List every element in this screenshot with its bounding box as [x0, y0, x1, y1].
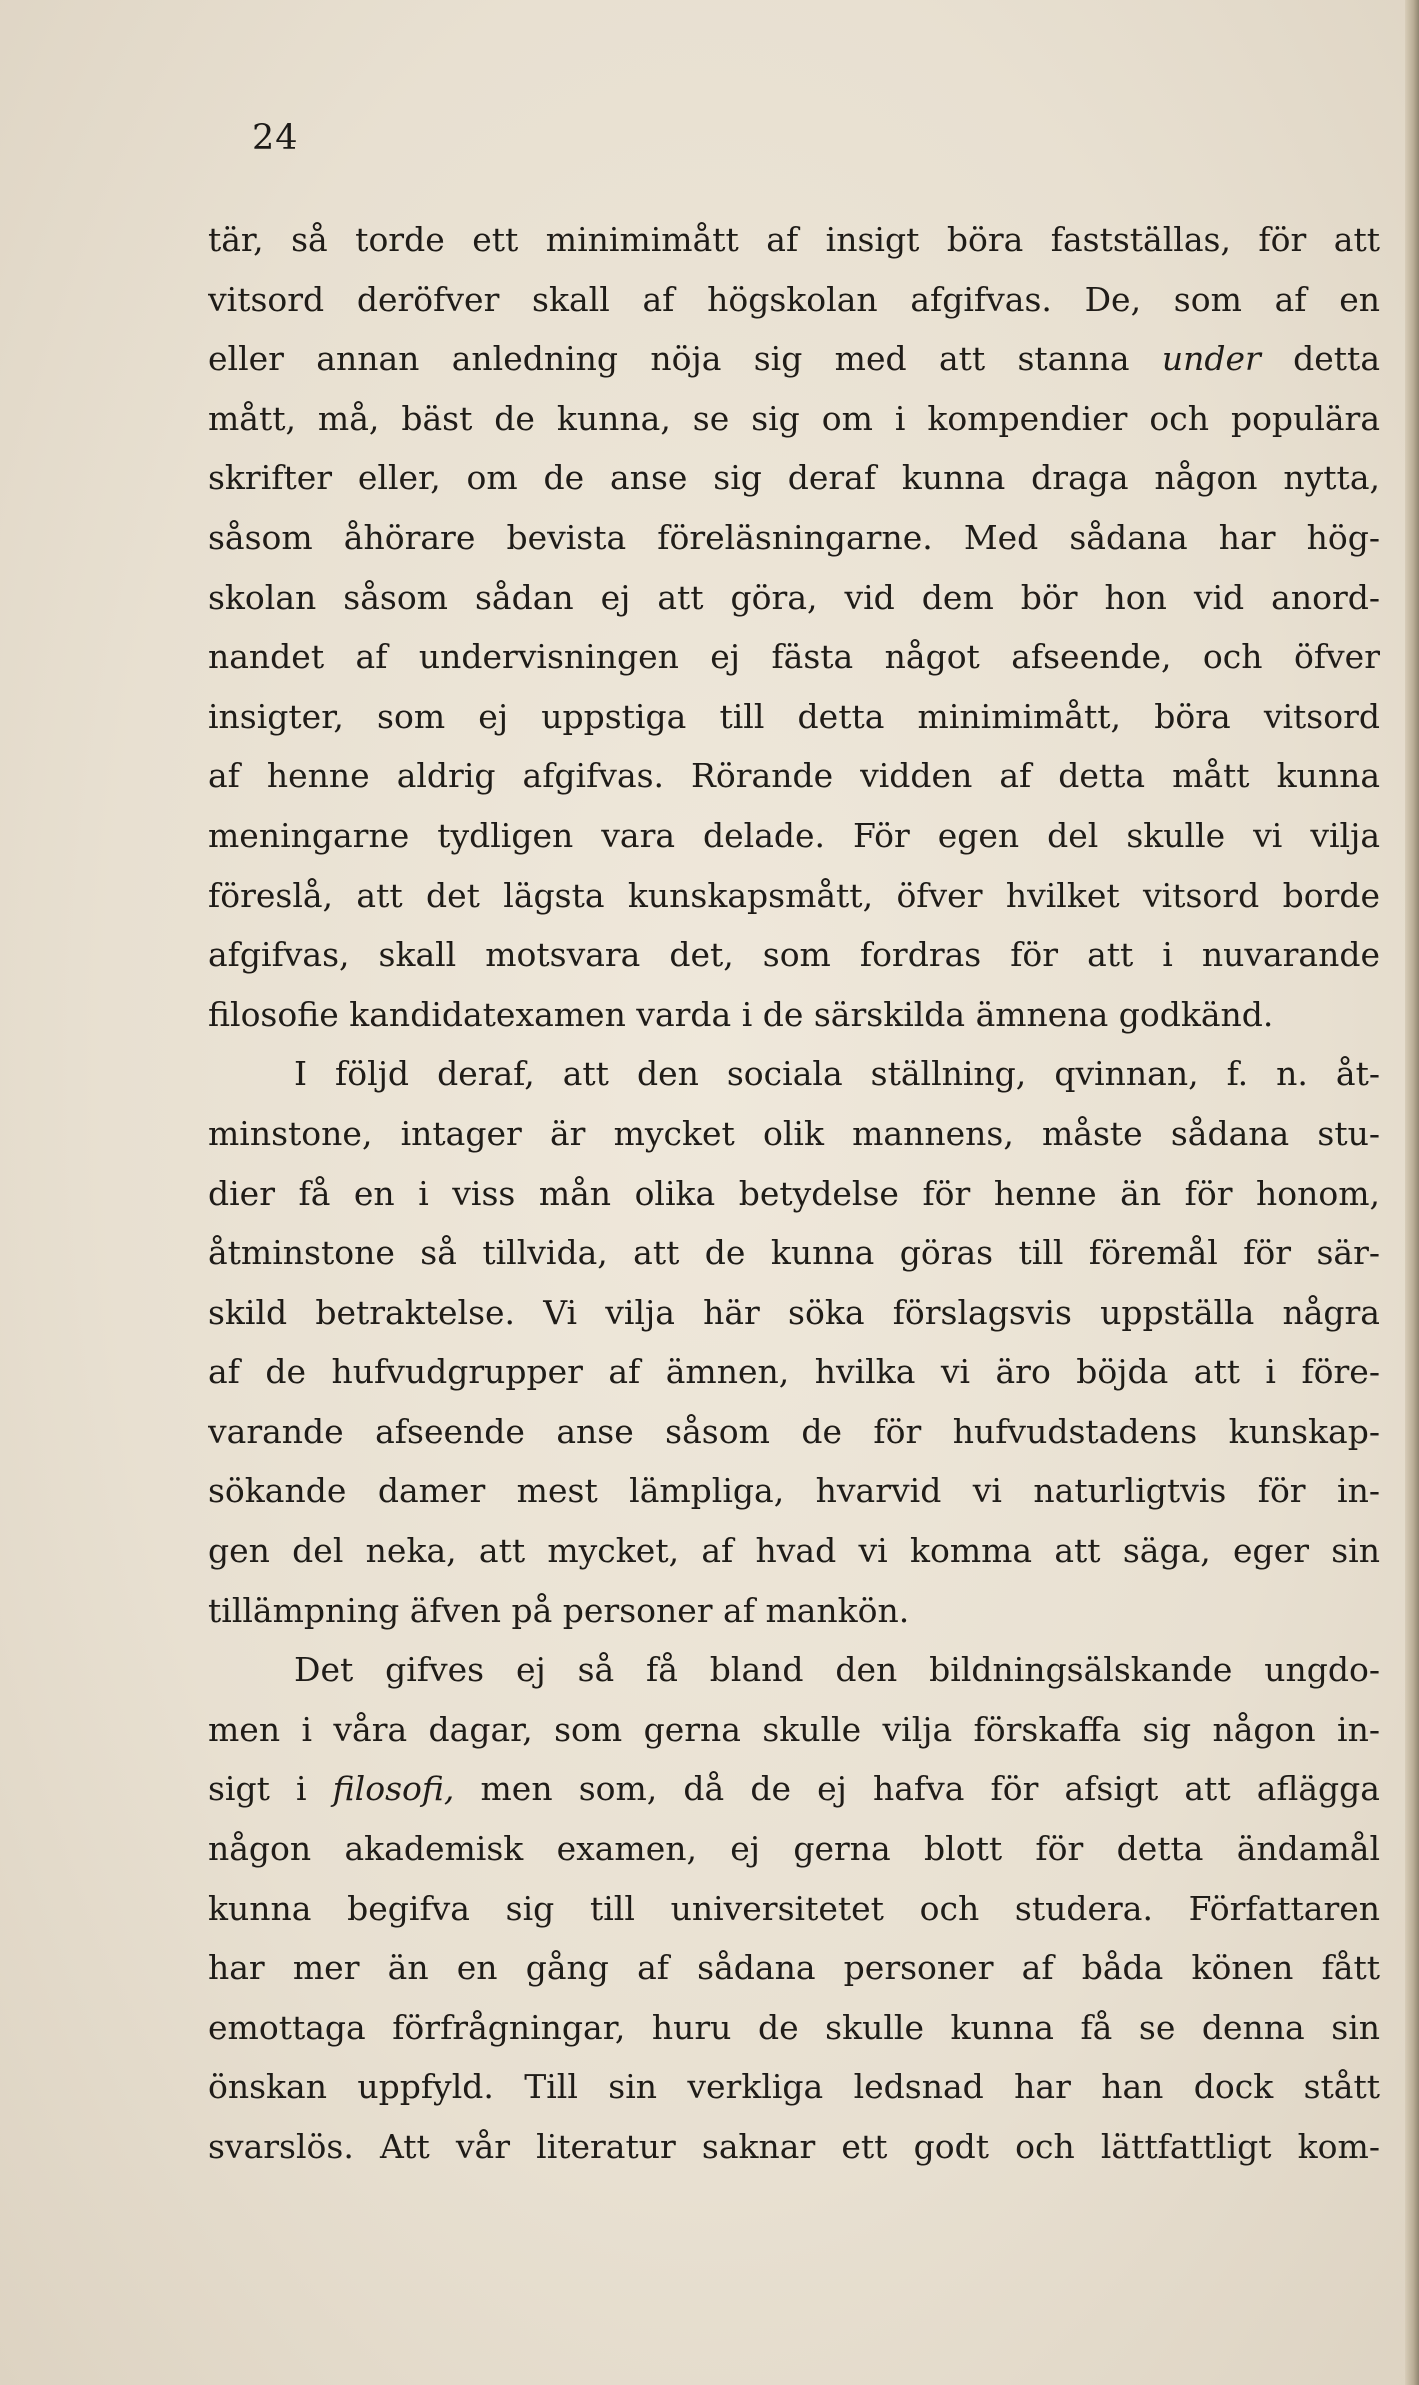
text-line: har mer än en gång af sådana personer af båda könen fått — [208, 1948, 1380, 1988]
text-line: skolan såsom sådan ej att göra, vid dem bör hon vid anord- — [208, 577, 1380, 617]
text-line: gen del neka, att mycket, af hvad vi komma att säga, eger sin — [208, 1531, 1380, 1571]
text-segment: detta — [1260, 339, 1380, 379]
page-edge — [1405, 0, 1419, 2385]
text-line: någon akademisk examen, ej gerna blott för detta ändamål — [208, 1829, 1380, 1869]
text-line: mått, må, bäst de kunna, se sig om i kompendier och populära — [208, 398, 1380, 438]
text-line: tillämpning äfven på personer af mankön. — [208, 1590, 910, 1630]
paragraph-start-line: I följd deraf, att den sociala ställning, qvinnan, f. n. åt- — [294, 1054, 1380, 1094]
text-line: meningarne tydligen vara delade. För egen del skulle vi vilja — [208, 815, 1380, 855]
paragraph-start-line: Det gifves ej så få bland den bildningsälskande ungdo- — [294, 1650, 1380, 1690]
text-line: dier få en i viss mån olika betydelse för henne än för honom, — [208, 1173, 1380, 1213]
text-line: föreslå, att det lägsta kunskapsmått, öfver hvilket vitsord borde — [208, 875, 1380, 915]
page-number: 24 — [252, 118, 299, 158]
text-line: varande afseende anse såsom de för hufvudstadens kunskap- — [208, 1411, 1380, 1451]
text-line: afgifvas, skall motsvara det, som fordras för att i nuvarande — [208, 935, 1380, 975]
body-text — [208, 210, 1380, 2177]
text-line: filosofie kandidatexamen varda i de särskilda ämnena godkänd. — [208, 994, 1274, 1034]
text-line — [208, 329, 1380, 389]
text-line: skrifter eller, om de anse sig deraf kunna draga någon nytta, — [208, 458, 1380, 498]
text-line: skild betraktelse. Vi vilja här söka förslagsvis uppställa några — [208, 1292, 1380, 1332]
text-line: vitsord deröfver skall af högskolan afgifvas. De, som af en — [208, 279, 1380, 319]
text-line: såsom åhörare bevista föreläsningarne. Med sådana har hög- — [208, 517, 1380, 557]
italic-word: filosofi, — [332, 1769, 455, 1809]
text-line — [208, 1759, 1380, 1819]
italic-word: under — [1161, 339, 1261, 379]
text-line: åtminstone så tillvida, att de kunna göras till föremål för sär- — [208, 1233, 1380, 1273]
text-line: minstone, intager är mycket olik mannens, måste sådana stu- — [208, 1113, 1380, 1153]
text-line: emottaga förfrågningar, huru de skulle kunna få se denna sin — [208, 2007, 1380, 2047]
text-line: svarslös. Att vår literatur saknar ett godt och lättfattligt kom- — [208, 2127, 1380, 2166]
text-segment: men som, då de ej hafva för afsigt att aflägga — [454, 1769, 1380, 1809]
text-line: sökande damer mest lämpliga, hvarvid vi naturligtvis för in- — [208, 1471, 1380, 1511]
text-segment: sigt i — [208, 1769, 333, 1809]
text-line: önskan uppfyld. Till sin verkliga ledsnad har han dock stått — [208, 2067, 1380, 2107]
text-segment: eller annan anledning nöja sig med att stanna — [208, 339, 1162, 379]
text-line: af henne aldrig afgifvas. Rörande vidden af detta mått kunna — [208, 756, 1380, 796]
text-line: men i våra dagar, som gerna skulle vilja förskaffa sig någon in- — [208, 1709, 1380, 1749]
text-line: insigter, som ej uppstiga till detta minimimått, böra vitsord — [208, 696, 1380, 736]
text-line: af de hufvudgrupper af ämnen, hvilka vi äro böjda att i före- — [208, 1352, 1380, 1392]
text-line: nandet af undervisningen ej fästa något afseende, och öfver — [208, 637, 1380, 677]
text-line: kunna begifva sig till universitetet och studera. Författaren — [208, 1888, 1380, 1928]
text-line: tär, så torde ett minimimått af insigt böra fastställas, för att — [208, 220, 1380, 259]
